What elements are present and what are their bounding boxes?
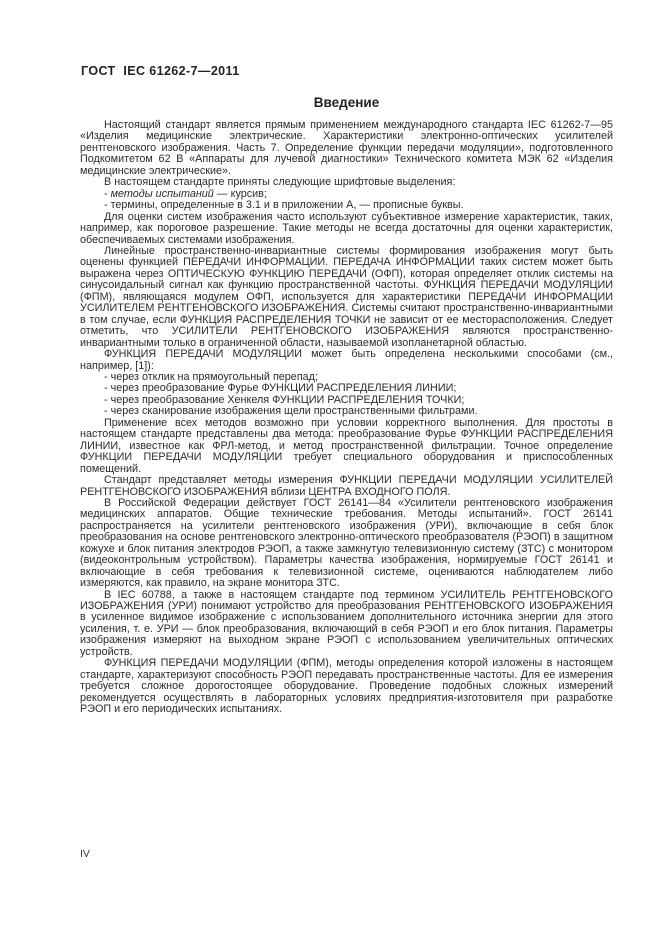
paragraph-linear-systems: Линейные пространственно-инвариантные системы формирования изображения могут быть оценены функцией ПЕРЕДАЧИ ИНФОРМАЦИИ. ПЕРЕДАЧА ИНФОРМАЦИИ таких систем может быть выражена через ОПТИЧЕСКУЮ ФУНКЦИЮ ПЕРЕДАЧИ (ОФП), которая определяет отклик системы на синусоидальный сигнал как функцию пространственной частоты. ФУНКЦИЯ ПЕРЕДАЧИ МОДУЛЯЦИИ (ФПМ), являющаяся модулем ОФП, используется для характеристики ПЕРЕДАЧИ ИНФОРМАЦИИ УСИЛИТЕЛЕМ РЕНТГЕНОВСКОГО ИЗОБРАЖЕНИЯ. Системы считают пространственно-инвариантными в том случае, если ФУНКЦИЯ РАСПРЕДЕЛЕНИЯ ТОЧКИ не зависит от ее месторасположения. Следует отметить, что УСИЛИТЕЛИ РЕНТГЕНОВСКОГО ИЗОБРАЖЕНИЯ являются пространственно-инвариантными только в ограниченной области, называемой изопланетарной областью. [80, 244, 613, 349]
paragraph-intro-standard: Настоящий стандарт является прямым применением международного стандарта IEC 61262-7—95 «Изделия медицинские электрические. Характеристики электронно-оптических усилителей рентгеновского изображения. Часть 7. Определение функции передачи модуляции», подготовленного Подкомитетом 62 В «Аппараты для лучевой диагностики» Технического комитета МЭК 62 «Изделия медицинские электрические». [80, 119, 613, 177]
page-number: IV [80, 848, 90, 860]
list-item-italic-term: методы испытаний [110, 187, 214, 200]
paragraph-mtf-definition-methods: ФУНКЦИЯ ПЕРЕДАЧИ МОДУЛЯЦИИ может быть определена несколькими способами (см., например, [1]): [80, 348, 613, 372]
list-item-step-response: - через отклик на прямоугольный перепад; [104, 370, 318, 383]
section-title: Введение [313, 95, 380, 110]
paragraph-font-conventions: В настоящем стандарте приняты следующие шрифтовые выделения: [104, 176, 456, 189]
list-item-fourier-lsf: - через преобразование Фурье ФУНКЦИИ РАСПРЕДЕЛЕНИЯ ЛИНИИ; [104, 382, 457, 395]
paragraph-mtf-measurement: ФУНКЦИЯ ПЕРЕДАЧИ МОДУЛЯЦИИ (ФПМ), методы определения которой изложены в настоящем стандарте, характеризуют способность РЭОП передавать пространственные частоты. Для ее измерения требуется сложное дорогостоящее оборудование. Проведение подобных сложных измерений рекомендуется осуществлять в лабораторных условиях предприятия-изготовителя при разработке РЭОП и его периодических испытаниях. [80, 657, 613, 716]
document-designation: ГОСТ IEC 61262-7—2011 [81, 64, 240, 78]
list-item-dash: - [104, 187, 111, 200]
paragraph-two-methods: Применение всех методов возможно при условии корректного выполнения. Для простоты в настоящем стандарте представлены два метода: преобразование Фурье ФУНКЦИИ РАСПРЕДЕЛЕНИЯ ЛИНИИ, известное как ФРЛ-метод, и метод пространственной фильтрации. Точное определение ФУНКЦИИ ПЕРЕДАЧИ МОДУЛЯЦИИ требует специального оборудования и приспособленных помещений. [80, 416, 613, 475]
paragraph-iec-60788-term: В IEC 60788, а также в настоящем стандарте под термином УСИЛИТЕЛЬ РЕНТГЕНОВСКОГО ИЗОБРАЖЕНИЯ (УРИ) понимают устройство для преобразования РЕНТГЕНОВСКОГО ИЗОБРАЖЕНИЯ в усиленное видимое изображение с использованием дополнительного источника энергии для этого усиления, т. е. УРИ — блок преобразования, включающий в себя РЭОП и его блок питания. Параметры изображения измеряют на выходном экране РЭОП с использованием увеличительных оптических устройств. [80, 588, 613, 658]
paragraph-subjective-measurement: Для оценки систем изображения часто используют субъективное измерение характеристик, таких, например, как пороговое разрешение. Такие методы не всегда достаточны для оценки характеристик, обеспечиваемых системами изображения. [80, 210, 613, 246]
list-item-terms: - термины, определенные в 3.1 и в приложении А, — прописные буквы. [104, 199, 464, 212]
document-body [80, 120, 613, 716]
paragraph-gost-26141: В Российской Федерации действует ГОСТ 26141—84 «Усилители рентгеновского изображения медицинских аппаратов. Общие технические требования. Методы испытаний». ГОСТ 26141 распространяется на усилители рентгеновского изображения (УРИ), включающие в себя блок преобразования на основе рентгеновского электронно-оптического преобразователя (РЭОП) в защитном кожухе и блок питания электродов РЭОП, а также замкнутую телевизионную систему (ЗТС) с монитором (видеоконтрольным устройством). Параметры качества изображения, нормируемые ГОСТ 26141 и включающие в себя требования к телевизионной системе, оцениваются наблюдателем либо измеряются, как правило, на экране монитора ЗТС. [80, 496, 613, 590]
list-item-rest: — курсив; [213, 187, 267, 200]
paragraph-standard-scope: Стандарт представляет методы измерения ФУНКЦИИ ПЕРЕДАЧИ МОДУЛЯЦИИ УСИЛИТЕЛЕЙ РЕНТГЕНОВСКОГО ИЗОБРАЖЕНИЯ вблизи ЦЕНТРА ВХОДНОГО ПОЛЯ. [80, 474, 613, 498]
list-item-hankel-psf: - через преобразование Хенкеля ФУНКЦИИ РАСПРЕДЕЛЕНИЯ ТОЧКИ; [104, 393, 465, 406]
list-item-slit-scanning: - через сканирование изображения щели пространственными фильтрами. [104, 405, 478, 418]
